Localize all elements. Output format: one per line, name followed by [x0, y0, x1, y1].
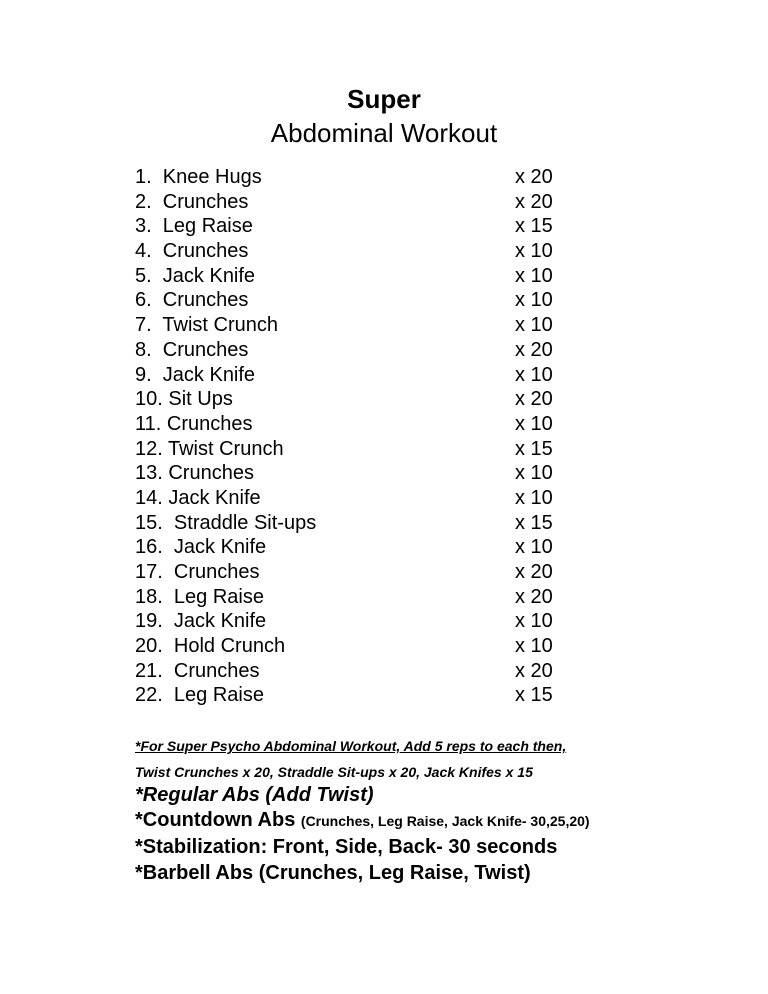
- workout-item: [135, 486, 565, 511]
- workout-item: [135, 511, 565, 536]
- exercise-reps: x 20: [515, 585, 553, 608]
- countdown-abs-label: *Countdown Abs: [135, 809, 301, 831]
- exercise-name: 17. Crunches: [135, 561, 260, 583]
- exercise-reps: x 15: [515, 511, 553, 534]
- workout-item: [135, 264, 565, 289]
- exercise-name: 2. Crunches: [135, 190, 249, 213]
- exercise-reps: x 10: [515, 412, 553, 435]
- workout-item: [135, 412, 565, 437]
- workout-item: [135, 560, 565, 585]
- workout-item: [135, 461, 565, 486]
- exercise-name: 16. Jack Knife: [135, 536, 267, 559]
- workout-item: [135, 313, 565, 338]
- exercise-name: 6. Crunches: [135, 289, 249, 312]
- workout-item: [135, 190, 565, 215]
- workout-item: [135, 338, 565, 363]
- exercise-reps: x 10: [515, 462, 553, 485]
- exercise-name: 15. Straddle Sit-ups: [135, 511, 317, 534]
- exercise-reps: x 15: [515, 437, 553, 460]
- workout-item: [135, 363, 565, 388]
- page-subtitle: Abdominal Workout: [270, 118, 498, 148]
- countdown-abs-detail: (Crunches, Leg Raise, Jack Knife- 30,25,20): [300, 813, 590, 829]
- exercise-name: 12. Twist Crunch: [135, 437, 284, 460]
- exercise-reps: x 10: [515, 240, 553, 263]
- workout-list: [135, 165, 565, 708]
- exercise-name: 18. Leg Raise: [135, 585, 264, 608]
- exercise-name: 5. Jack Knife: [135, 264, 256, 287]
- workout-item: [135, 535, 565, 560]
- regular-abs-line: *Regular Abs (Add Twist): [135, 784, 374, 806]
- workout-item: [135, 437, 565, 462]
- exercise-reps: x 20: [515, 561, 553, 583]
- workout-item: [135, 659, 565, 684]
- workout-item: [135, 165, 565, 190]
- exercise-name: 1. Knee Hugs: [135, 166, 262, 188]
- exercise-reps: x 10: [515, 610, 553, 633]
- countdown-abs-line: [135, 809, 590, 832]
- workout-item: [135, 609, 565, 634]
- psycho-note-line-1: *For Super Psycho Abdominal Workout, Add 5 reps to each then,: [135, 738, 567, 754]
- workout-item: [135, 585, 565, 610]
- workout-item: [135, 288, 565, 313]
- page-title: Super: [347, 84, 421, 114]
- exercise-name: 3. Leg Raise: [135, 215, 253, 238]
- exercise-reps: x 10: [515, 289, 553, 312]
- workout-item: [135, 387, 565, 412]
- exercise-reps: x 20: [515, 659, 553, 682]
- exercise-reps: x 10: [515, 363, 553, 386]
- exercise-reps: x 20: [515, 190, 553, 213]
- exercise-reps: x 10: [515, 536, 553, 559]
- exercise-name: 20. Hold Crunch: [135, 635, 286, 658]
- workout-item: [135, 634, 565, 659]
- exercise-name: 11. Crunches: [135, 412, 253, 435]
- exercise-reps: x 20: [515, 338, 553, 361]
- exercise-name: 19. Jack Knife: [135, 610, 267, 633]
- exercise-name: 21. Crunches: [135, 659, 260, 682]
- exercise-reps: x 20: [515, 388, 553, 411]
- exercise-reps: x 10: [515, 264, 553, 287]
- exercise-name: 8. Crunches: [135, 338, 249, 361]
- exercise-reps: x 15: [515, 684, 553, 707]
- psycho-note-line-2: Twist Crunches x 20, Straddle Sit-ups x 20, Jack Knifes x 15: [135, 764, 533, 780]
- exercise-reps: x 10: [515, 635, 553, 658]
- exercise-name: 14. Jack Knife: [135, 486, 261, 509]
- exercise-name: 9. Jack Knife: [135, 363, 256, 386]
- workout-item: [135, 683, 565, 708]
- workout-item: [135, 239, 565, 264]
- exercise-name: 4. Crunches: [135, 240, 249, 263]
- exercise-name: 22. Leg Raise: [135, 684, 264, 707]
- workout-item: [135, 214, 565, 239]
- exercise-reps: x 20: [515, 166, 553, 188]
- barbell-abs-line: *Barbell Abs (Crunches, Leg Raise, Twist): [135, 862, 531, 884]
- exercise-name: 13. Crunches: [135, 462, 254, 485]
- stabilization-line: *Stabilization: Front, Side, Back- 30 seconds: [135, 836, 558, 858]
- exercise-name: 7. Twist Crunch: [135, 314, 279, 337]
- exercise-name: 10. Sit Ups: [135, 388, 233, 411]
- exercise-reps: x 10: [515, 486, 553, 509]
- exercise-reps: x 15: [515, 215, 553, 238]
- exercise-reps: x 10: [515, 314, 553, 337]
